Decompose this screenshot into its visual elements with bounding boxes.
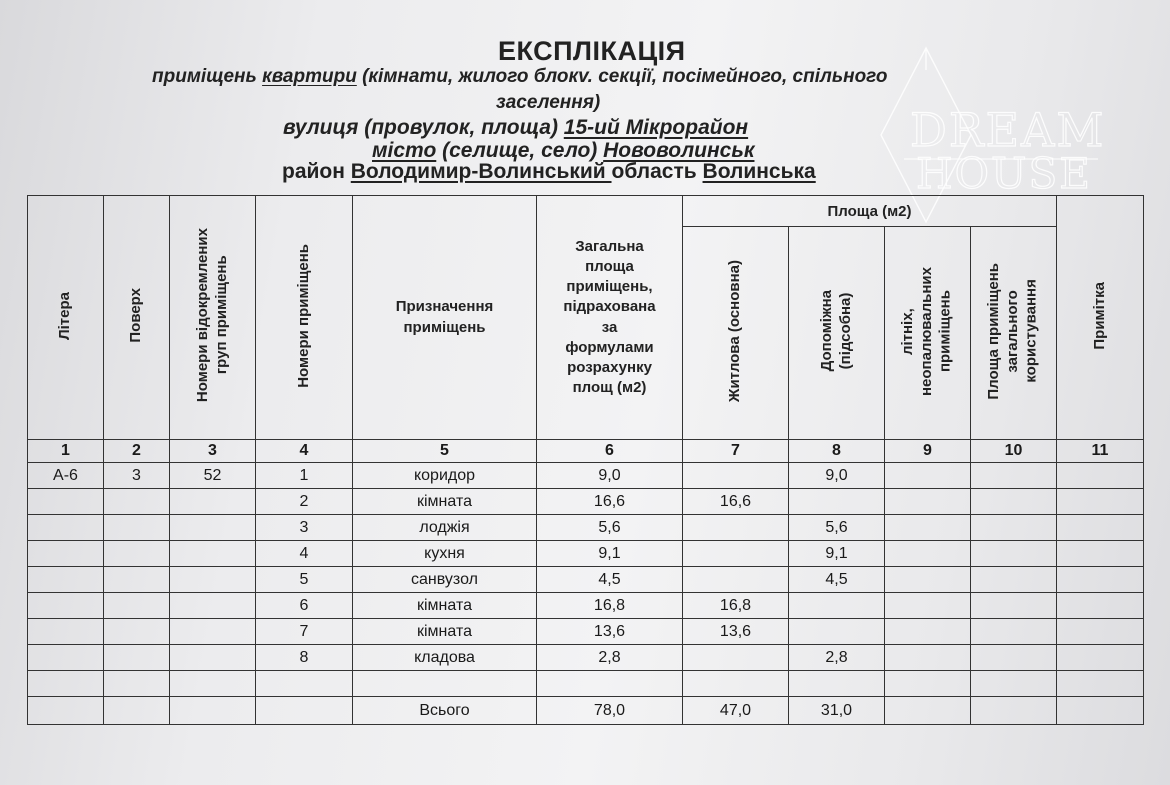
table-cell: 16,8: [683, 593, 789, 619]
table-cell: кухня: [353, 541, 537, 567]
table-row: [28, 489, 1144, 515]
table-cell: [885, 619, 971, 645]
table-cell: 3: [256, 515, 353, 541]
table-cell: 9,0: [789, 463, 885, 489]
table-cell: [28, 541, 104, 567]
table-cell: [170, 541, 256, 567]
col-header-litera: Літера: [28, 196, 104, 440]
table-cell: [1057, 463, 1144, 489]
table-cell: [104, 541, 170, 567]
table-cell: [789, 671, 885, 697]
table-cell: [971, 645, 1057, 671]
table-cell: [971, 515, 1057, 541]
table-cell: 2: [256, 489, 353, 515]
table-cell: [28, 671, 104, 697]
table-cell: коридор: [353, 463, 537, 489]
table-cell: [1057, 645, 1144, 671]
table-row: [28, 541, 1144, 567]
table-cell: [789, 619, 885, 645]
table-cell: [28, 489, 104, 515]
table-cell: [885, 515, 971, 541]
col-header-room-numbers: Номери приміщень: [256, 196, 353, 440]
table-cell: [789, 593, 885, 619]
table-cell: 8: [256, 645, 353, 671]
table-cell: [885, 593, 971, 619]
table-cell: [353, 671, 537, 697]
district-line: район Володимир-Волинський область Волинська: [282, 160, 816, 183]
column-number: 3: [170, 440, 256, 463]
table-cell: [885, 697, 971, 725]
table-cell: [789, 489, 885, 515]
table-cell: 9,0: [537, 463, 683, 489]
table-cell: [1057, 697, 1144, 725]
table-header-row-1: [28, 196, 1144, 227]
column-numbers-row: [28, 440, 1144, 463]
table-cell: [885, 567, 971, 593]
table-cell: [1057, 541, 1144, 567]
col-header-living-area: Житлова (основна): [683, 227, 789, 440]
table-cell: [104, 567, 170, 593]
table-cell: [971, 489, 1057, 515]
total-area-value: 78,0: [537, 697, 683, 725]
column-number: 2: [104, 440, 170, 463]
area-group-header: Площа (м2): [683, 196, 1057, 227]
table-cell: 16,6: [537, 489, 683, 515]
table-cell: кладова: [353, 645, 537, 671]
table-cell: [28, 697, 104, 725]
column-number: 7: [683, 440, 789, 463]
column-number: 8: [789, 440, 885, 463]
table-cell: [104, 645, 170, 671]
street-value: 15-ий Мікрорайон: [563, 116, 749, 139]
table-cell: [971, 593, 1057, 619]
column-number: 6: [537, 440, 683, 463]
table-cell: [28, 645, 104, 671]
table-cell: [170, 567, 256, 593]
table-cell: [885, 645, 971, 671]
document-title: ЕКСПЛІКАЦІЯ: [498, 36, 686, 66]
svg-text:DREAM: DREAM: [910, 103, 1106, 157]
table-cell: [104, 593, 170, 619]
premises-type-line-2: заселення): [496, 92, 601, 113]
premises-type-value: квартири: [262, 66, 357, 87]
table-cell: [537, 671, 683, 697]
city-line: місто (селище, село) Нововолинськ: [372, 139, 755, 162]
svg-text:HOUSE: HOUSE: [916, 149, 1092, 198]
table-cell: 7: [256, 619, 353, 645]
table-cell: [28, 567, 104, 593]
table-cell: 2,8: [789, 645, 885, 671]
table-cell: 2,8: [537, 645, 683, 671]
column-number: 1: [28, 440, 104, 463]
table-cell: [170, 593, 256, 619]
table-cell: 52: [170, 463, 256, 489]
table-cell: [256, 671, 353, 697]
column-number: 5: [353, 440, 537, 463]
total-label: Всього: [353, 697, 537, 725]
table-cell: [256, 697, 353, 725]
table-cell: [683, 515, 789, 541]
table-cell: [170, 671, 256, 697]
table-cell: [1057, 671, 1144, 697]
table-cell: 5,6: [789, 515, 885, 541]
table-cell: [1057, 567, 1144, 593]
table-cell: кімната: [353, 619, 537, 645]
total-auxiliary-value: 31,0: [789, 697, 885, 725]
region-value: Волинська: [702, 160, 816, 183]
table-cell: [28, 593, 104, 619]
table-cell: [1057, 619, 1144, 645]
table-row: [28, 515, 1144, 541]
table-cell: 4: [256, 541, 353, 567]
table-cell: санвузол: [353, 567, 537, 593]
col-header-note: Примітка: [1057, 196, 1144, 440]
table-cell: [885, 671, 971, 697]
table-cell: 13,6: [537, 619, 683, 645]
premises-type-line: приміщень квартири (кімнати, жилого блокv. секції, посімейного, спільного: [152, 66, 888, 87]
table-cell: 4,5: [537, 567, 683, 593]
table-cell: [28, 619, 104, 645]
street-line: вулиця (провулок, площа) 15-ий Мікрорайон: [283, 116, 749, 139]
table-cell: [170, 697, 256, 725]
document-header: [0, 0, 1170, 195]
table-cell: 16,6: [683, 489, 789, 515]
table-cell: 9,1: [537, 541, 683, 567]
table-row: [28, 463, 1144, 489]
table-cell: 1: [256, 463, 353, 489]
table-cell: 6: [256, 593, 353, 619]
table-cell: 5,6: [537, 515, 683, 541]
table-cell: [683, 671, 789, 697]
table-cell: 13,6: [683, 619, 789, 645]
table-cell: [971, 463, 1057, 489]
table-cell: 3: [104, 463, 170, 489]
table-row: [28, 567, 1144, 593]
table-cell: [104, 489, 170, 515]
table-cell: [104, 697, 170, 725]
table-cell: [885, 463, 971, 489]
table-cell: [1057, 593, 1144, 619]
table-cell: [104, 671, 170, 697]
table-cell: [971, 697, 1057, 725]
table-cell: [971, 541, 1057, 567]
table-cell: 9,1: [789, 541, 885, 567]
table-cell: [170, 515, 256, 541]
table-cell: [971, 619, 1057, 645]
table-cell: [683, 463, 789, 489]
table-cell: [170, 619, 256, 645]
table-body: [28, 463, 1144, 697]
table-cell: [104, 619, 170, 645]
district-value: Володимир-Волинський: [350, 160, 612, 183]
table-cell: [683, 645, 789, 671]
table-row: [28, 593, 1144, 619]
table-cell: [104, 515, 170, 541]
table-cell: 4,5: [789, 567, 885, 593]
table-cell: кімната: [353, 593, 537, 619]
table-row: [28, 645, 1144, 671]
table-cell: [683, 567, 789, 593]
table-cell: [170, 645, 256, 671]
table-cell: [885, 541, 971, 567]
table-cell: [1057, 489, 1144, 515]
table-cell: [1057, 515, 1144, 541]
col-header-unheated-area: літніх, неопалювальних приміщень: [885, 227, 971, 440]
table-row: [28, 671, 1144, 697]
explication-table: [27, 195, 1144, 725]
table-row: [28, 619, 1144, 645]
table-cell: [885, 489, 971, 515]
table-cell: [170, 489, 256, 515]
table-cell: 16,8: [537, 593, 683, 619]
col-header-floor: Поверх: [104, 196, 170, 440]
table-cell: А-6: [28, 463, 104, 489]
total-living-value: 47,0: [683, 697, 789, 725]
col-header-auxiliary-area: Допоміжна (підсобна): [789, 227, 885, 440]
total-row: [28, 697, 1144, 725]
table-cell: [683, 541, 789, 567]
col-header-group-numbers: Номери відокремлених груп приміщень: [170, 196, 256, 440]
table-cell: [971, 567, 1057, 593]
column-number: 11: [1057, 440, 1144, 463]
column-number: 9: [885, 440, 971, 463]
column-number: 4: [256, 440, 353, 463]
table-cell: 5: [256, 567, 353, 593]
column-number: 10: [971, 440, 1057, 463]
table-cell: кімната: [353, 489, 537, 515]
col-header-common-area: Площа приміщень загального користування: [971, 227, 1057, 440]
table-cell: [28, 515, 104, 541]
table-cell: [971, 671, 1057, 697]
col-header-total-area: Загальна площа приміщень, підрахована за формулами розрахунку площ (м2): [537, 196, 683, 440]
city-value: Нововолинськ: [603, 139, 755, 162]
table-cell: лоджія: [353, 515, 537, 541]
col-header-purpose: Призначення приміщень: [353, 196, 537, 440]
